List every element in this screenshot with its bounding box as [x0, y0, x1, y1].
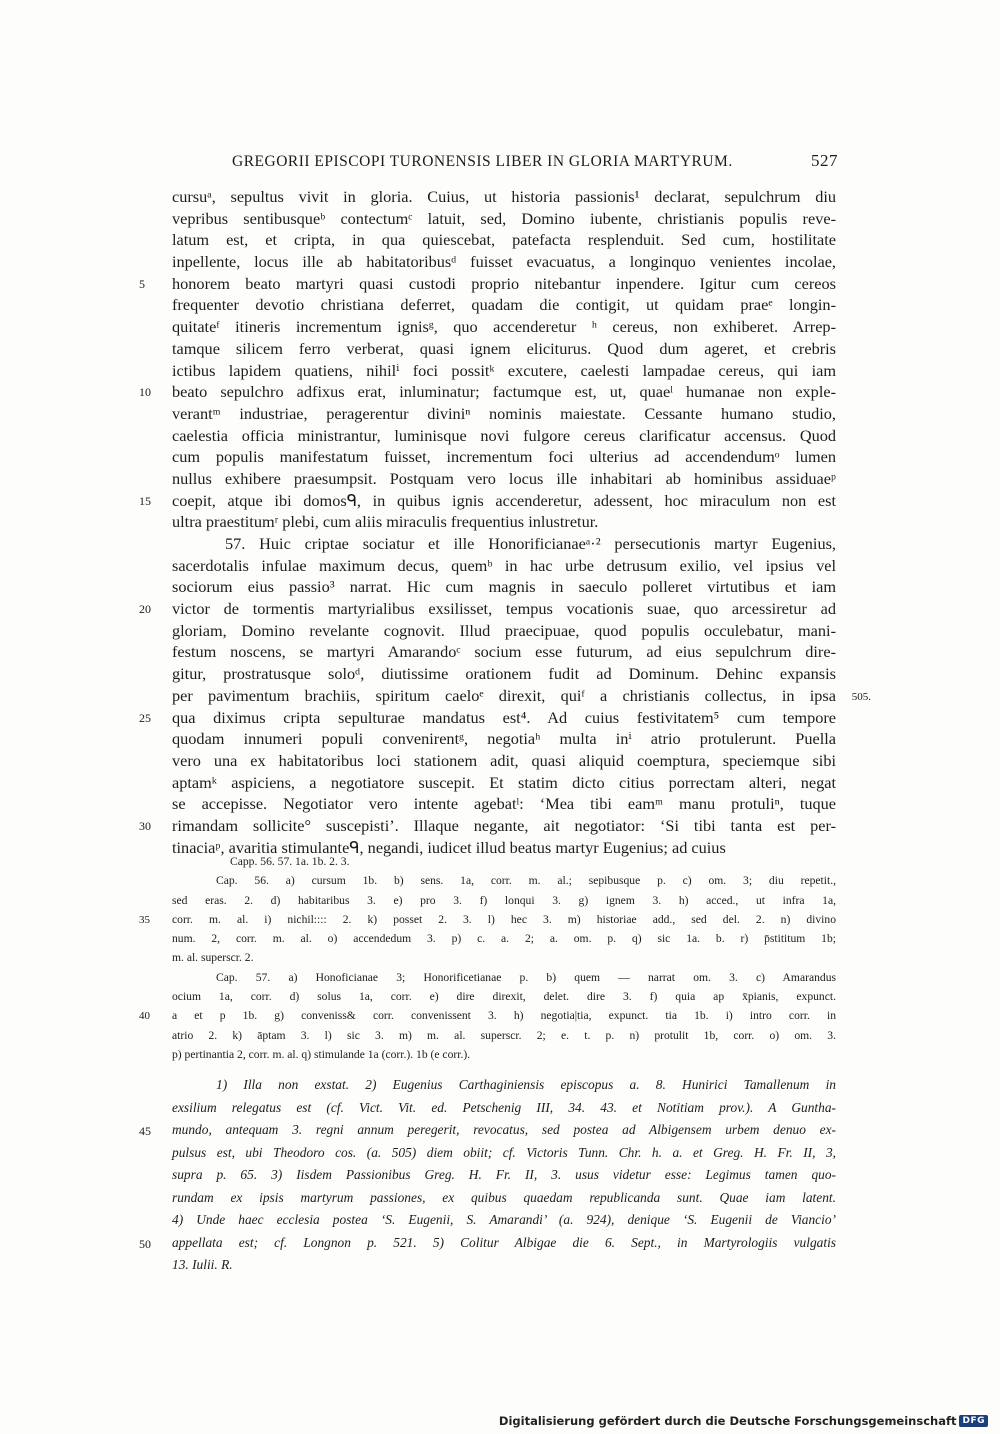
line-text: honorem beato martyri quasi custodi proprio nitebantur inpendere. Igitur cum cereos	[172, 273, 836, 293]
apparatus-line	[172, 968, 836, 987]
line-text: Cap. 56. a) cursum 1b. b) sens. 1a, corr. m. al.; sepibusque p. c) om. 3; diu repetit.,	[216, 874, 836, 888]
critical-apparatus	[139, 852, 836, 1064]
line-text: mundo, antequam 3. regni annum peregerit, revocatus, sed postea ad Albigensem urbem denuo ex-	[172, 1122, 836, 1137]
line-text: sociorum eius passio³ narrat. Hic cum magnis in saeculo polleret virtutibus et iam	[172, 577, 836, 597]
note-line	[139, 1119, 836, 1142]
line-text: festum noscens, se martyri Amarandoᶜ socium esse futurum, ad eius sepulchrum dire-	[172, 642, 836, 662]
text-line	[172, 685, 871, 707]
note-line	[172, 1209, 836, 1232]
line-number: 25	[139, 710, 151, 725]
text-line	[172, 750, 836, 772]
line-text: per pavimentum brachiis, spiritum caeloᵉ direxit, quiᶠ a christianis collectus, in ipsa	[172, 685, 836, 705]
page-header	[232, 151, 838, 175]
text-line	[172, 663, 836, 685]
text-line	[172, 468, 836, 490]
running-title: GREGORII EPISCOPI TURONENSIS LIBER IN GLORIA MARTYRUM.	[232, 153, 733, 170]
line-text: sacerdotalis infulae maximum decus, quemᵇ in hac urbe detrusum exilio, vel ipsius vel	[172, 555, 836, 575]
line-text: atrio 2. k) āptam 3. l) sic 3. m) m. al. superscr. 2; e. t. p. n) protulit 1b, corr. o) om. 3.	[172, 1028, 836, 1042]
line-text: quitateᶠ itineris incrementum ignisᵍ, quo accenderetur ʰ cereus, non exhiberet. Arrep-	[172, 317, 836, 337]
line-text: a et p 1b. g) conveniss& corr. convenissent 3. h) negotia|tia, expunct. tia 1b. i) intro corr. in	[172, 1009, 836, 1023]
line-text: Capp. 56. 57. 1a. 1b. 2. 3.	[230, 855, 350, 868]
line-number: 40	[139, 1010, 150, 1023]
line-text: quodam innumeri populi convenirentᵍ, negotiaʰ multa inⁱ atrio protulerunt. Puella	[172, 729, 836, 749]
line-text: inpellente, locus ille ab habitatoribusᵈ fuisset evacuatus, a longinquo venientes incolae,	[172, 252, 836, 272]
digitization-credit	[499, 1414, 988, 1428]
commentary-notes	[139, 1074, 836, 1277]
line-text: tamque silicem ferro verberat, quasi ignem eliciturus. Quod dum ageret, et crebris	[172, 338, 836, 358]
line-text: vepribus sentibusqueᵇ contectumᶜ latuit, sed, Domino iubente, christianis populis reve-	[172, 208, 836, 228]
line-text: aptamᵏ aspiciens, a negotiatore suscepit. Et statim dicto citius porrectam alteri, negat	[172, 772, 836, 792]
note-line	[172, 1254, 836, 1277]
apparatus-line	[172, 1026, 836, 1045]
line-number: 35	[139, 913, 150, 926]
apparatus-line	[172, 929, 836, 948]
line-text: qua diximus cripta sepulturae mandatus est⁴. Ad cuius festivitatem⁵ cum tempore	[172, 707, 836, 727]
text-line	[172, 360, 836, 382]
line-text: m. al. superscr. 2.	[172, 951, 254, 965]
line-number: 5	[139, 276, 145, 291]
line-number: 50	[139, 1236, 151, 1251]
note-line	[172, 1187, 836, 1210]
margin-page-reference: 505.	[851, 690, 871, 703]
text-line	[172, 620, 836, 642]
line-text: supra p. 65. 3) Iisdem Passionibus Greg. H. Fr. II, 3. usus videtur esse: Legimus tamen quo-	[172, 1167, 836, 1182]
text-line	[172, 576, 836, 598]
line-text: cum populis manifestatum fuisset, incrementum foci ulterius ad accendendumᵒ lumen	[172, 447, 836, 467]
text-line	[172, 251, 836, 273]
line-text: coepit, atque ibi domosᑫ, in quibus ignis accenderetur, adessent, hoc miraculum non est	[172, 490, 836, 510]
text-line	[139, 707, 836, 729]
line-text: 1) Illa non exstat. 2) Eugenius Carthaginiensis episcopus a. 8. Hunirici Tamallenum in	[216, 1077, 836, 1092]
text-line	[172, 533, 836, 555]
text-line	[172, 294, 836, 316]
text-line	[139, 381, 836, 403]
digitization-text: Digitalisierung gefördert durch die Deutsche Forschungsgemeinschaft	[498, 1414, 957, 1428]
line-text: corr. m. al. i) nichil:::: 2. k) posset 2. 3. l) hec 3. m) historiae add., sed del. 2. n) divino	[172, 912, 836, 926]
note-line	[172, 1097, 836, 1120]
main-text	[139, 186, 871, 858]
line-text: appellata est; cf. Longnon p. 521. 5) Colitur Albigae die 6. Sept., in Martyrologiis vulgatis	[172, 1234, 836, 1250]
note-line	[172, 1074, 836, 1097]
text-line	[172, 728, 836, 750]
line-text: frequenter devotio christiana deferret, quadam die contigit, ut quidam praeᵉ longin-	[172, 295, 836, 315]
apparatus-line	[172, 871, 836, 890]
text-line	[172, 555, 836, 577]
text-line	[139, 815, 836, 837]
text-line	[172, 338, 836, 360]
line-text: vero una ex habitatoribus loci stationem adit, quasi aliquid coemptura, speciemque sibi	[172, 750, 836, 770]
text-line	[172, 208, 836, 230]
text-line	[172, 446, 836, 468]
line-text: se accepisse. Negotiator vero intente agebatˡ: ‘Mea tibi eamᵐ manu protuliⁿ, tuque	[172, 794, 836, 814]
apparatus-line	[172, 948, 836, 967]
line-text: rundam ex ipsis martyrum passiones, ex quibus quaedam republicanda sunt. Quae iam latent.	[172, 1189, 836, 1205]
apparatus-line	[172, 891, 836, 910]
line-number: 20	[139, 602, 151, 617]
line-text: cursuᵃ, sepultus vivit in gloria. Cuius, ut historia passionis¹ declarat, sepulchrum diu	[172, 187, 836, 206]
page-number: 527	[811, 151, 838, 170]
text-line	[172, 772, 836, 794]
apparatus-line	[172, 1045, 836, 1064]
apparatus-line	[172, 987, 836, 1006]
apparatus-line	[172, 852, 836, 871]
line-text: gloriam, Domino revelante cognovit. Illud praecipuae, quod populis occulebatur, mani-	[172, 620, 836, 640]
line-text: ictibus lapidem quatiens, nihilⁱ foci possitᵏ excutere, caelesti lampadae cereus, qui iam	[172, 360, 836, 380]
line-text: victor de tormentis martyrialibus exsilisset, tempus vocationis suae, quo arcessiretur ad	[172, 599, 836, 619]
text-line	[172, 793, 836, 815]
line-number: 10	[139, 385, 151, 400]
line-text: exsilium relegatus est (cf. Vict. Vit. ed. Petschenig III, 34. 43. et Notitiam prov.). A Guntha-	[172, 1099, 836, 1115]
text-line	[172, 641, 836, 663]
note-line	[172, 1142, 836, 1165]
line-number: 30	[139, 818, 151, 833]
apparatus-line	[139, 910, 836, 929]
line-text: beato sepulchro adfixus erat, inluminatur; factumque est, ut, quaeˡ humanae non exple-	[172, 382, 836, 402]
line-text: 57. Huic criptae sociatur et ille Honorificianaeᵃ·² persecutionis martyr Eugenius,	[225, 534, 836, 553]
line-text: p) pertinantia 2, corr. m. al. q) stimulande 1a (corr.). 1b (e corr.).	[172, 1047, 471, 1061]
line-text: gitur, prostratusque soloᵈ, diutissime orationem fudit ad Dominum. Dehinc expansis	[172, 664, 836, 684]
line-text: ocium 1a, corr. d) solus 1a, corr. e) dire direxit, delet. dire 3. f) quia ap x̄pianis, expunct.	[172, 990, 836, 1004]
line-text: 4) Unde haec ecclesia postea ‘S. Eugenii, S. Amarandi’ (a. 924), denique ‘S. Eugenii de Viancio’	[172, 1212, 836, 1227]
apparatus-line	[139, 1006, 836, 1025]
line-text: 13. Iulii. R.	[172, 1257, 233, 1272]
line-text: num. 2, corr. m. al. o) accendedum 3. p) c. a. 2; a. om. p. q) sic 1a. b. r) p̄stititum 1b;	[172, 932, 836, 946]
dfg-logo-icon: DFG	[959, 1415, 988, 1427]
text-line	[172, 403, 836, 425]
line-text: Cap. 57. a) Honoficianae 3; Honorificetianae p. b) quem — narrat om. 3. c) Amarandus	[216, 970, 836, 984]
note-line	[172, 1164, 836, 1187]
text-line	[172, 316, 836, 338]
line-number: 15	[139, 493, 151, 508]
text-line	[172, 425, 836, 447]
line-text: caelestia officia ministrantur, luminisque novi fulgore cereus clarificatur accensus. Quod	[172, 425, 836, 445]
text-line	[139, 490, 836, 512]
text-line	[139, 273, 836, 295]
line-text: verantᵐ industriae, peragerentur diviniⁿ nominis maiestate. Cessante humano studio,	[172, 403, 836, 423]
line-text: tinaciaᵖ, avaritia stimulanteᑫ, negandi, iudicet illud beatus martyr Eugenius; ad cuius	[172, 837, 726, 857]
line-text: ultra praestitumʳ plebi, cum aliis miraculis frequentius inlustretur.	[172, 512, 599, 532]
text-line	[172, 511, 836, 533]
text-line	[172, 229, 836, 251]
line-text: nullus exhibere praesumpsit. Postquam vero locus ille inhabitari ab hominibus assiduaeᵖ	[172, 468, 836, 488]
line-number: 45	[139, 1124, 151, 1138]
line-text: latum est, et cripta, in qua quiescebat, patefacta resplenduit. Sed cum, hostilitate	[172, 230, 836, 250]
line-text: rimandam sollicite° suscepisti’. Illaque negante, ait negotiator: ‘Si tibi tanta est per-	[172, 815, 836, 835]
note-line	[139, 1232, 836, 1255]
text-line	[139, 598, 836, 620]
line-text: pulsus est, ubi Theodoro cos. (a. 505) diem obiit; cf. Victoris Tunn. Chr. h. a. et Greg. H. Fr. II, 3,	[172, 1144, 836, 1160]
text-line	[172, 186, 836, 208]
line-text: sed eras. 2. d) habitaribus 3. e) pro 3. f) lonqui 3. g) ignem 3. h) acced., ut infra 1a,	[172, 893, 836, 907]
